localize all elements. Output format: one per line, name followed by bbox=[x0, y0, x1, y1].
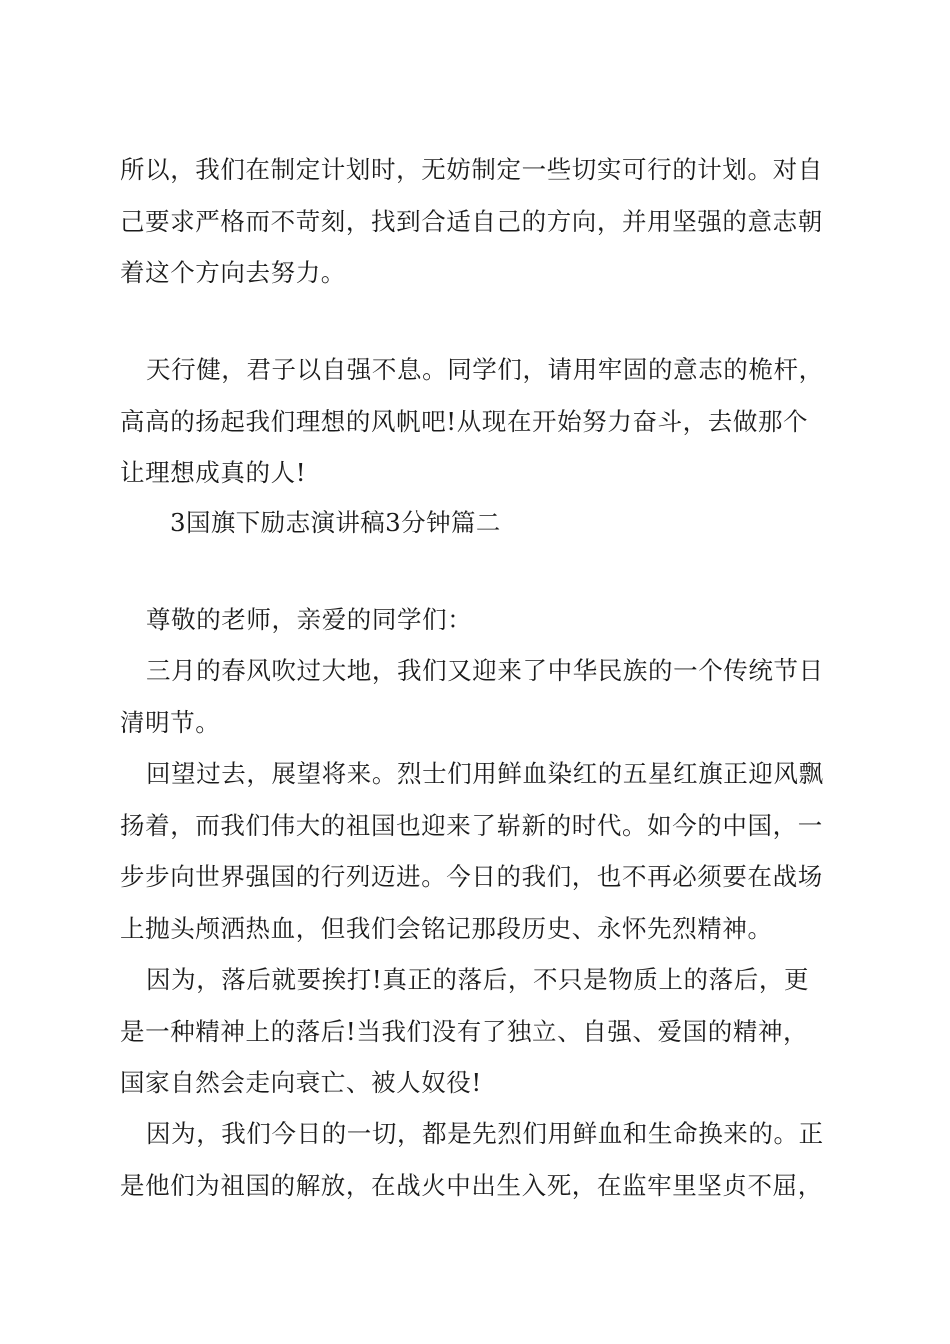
paragraph-looking-back: 回望过去，展望将来。烈士们用鲜血染红的五星红旗正迎风飘 扬着，而我们伟大的祖国也迎来了崭新的时代。如今的中国，一 步步向世界强国的行列迈进。今日的我们，也不再必须要在战场 上抛头颅洒热血，但我们会铭记那段历史、永怀先烈精神。 bbox=[120, 759, 824, 943]
paragraph-backwardness: 因为，落后就要挨打!真正的落后，不只是物质上的落后，更 是一种精神上的落后!当我们没有了独立、自强、爱国的精神， 国家自然会走向衰亡、被人奴役! bbox=[120, 965, 810, 1097]
paragraph-self-improvement: 天行健，君子以自强不息。同学们，请用牢固的意志的桅杆， 高高的扬起我们理想的风帆吧!从现在开始努力奋斗，去做那个 让理想成真的人! bbox=[120, 355, 824, 487]
paragraph-qingming: 三月的春风吹过大地，我们又迎来了中华民族的一个传统节日 清明节。 bbox=[120, 656, 824, 737]
section-heading: 3国旗下励志演讲稿3分钟篇二 bbox=[170, 508, 501, 537]
paragraph-greeting: 尊敬的老师，亲爱的同学们： bbox=[146, 605, 473, 634]
paragraph-martyrs: 因为，我们今日的一切，都是先烈们用鲜血和生命换来的。正 是他们为祖国的解放，在战火中出生入死，在监牢里坚贞不屈， bbox=[120, 1119, 824, 1200]
paragraph-plan-advice: 所以，我们在制定计划时，无妨制定一些切实可行的计划。对自 己要求严格而不苛刻，找到合适自己的方向，并用坚强的意志朝 着这个方向去努力。 bbox=[120, 155, 823, 287]
